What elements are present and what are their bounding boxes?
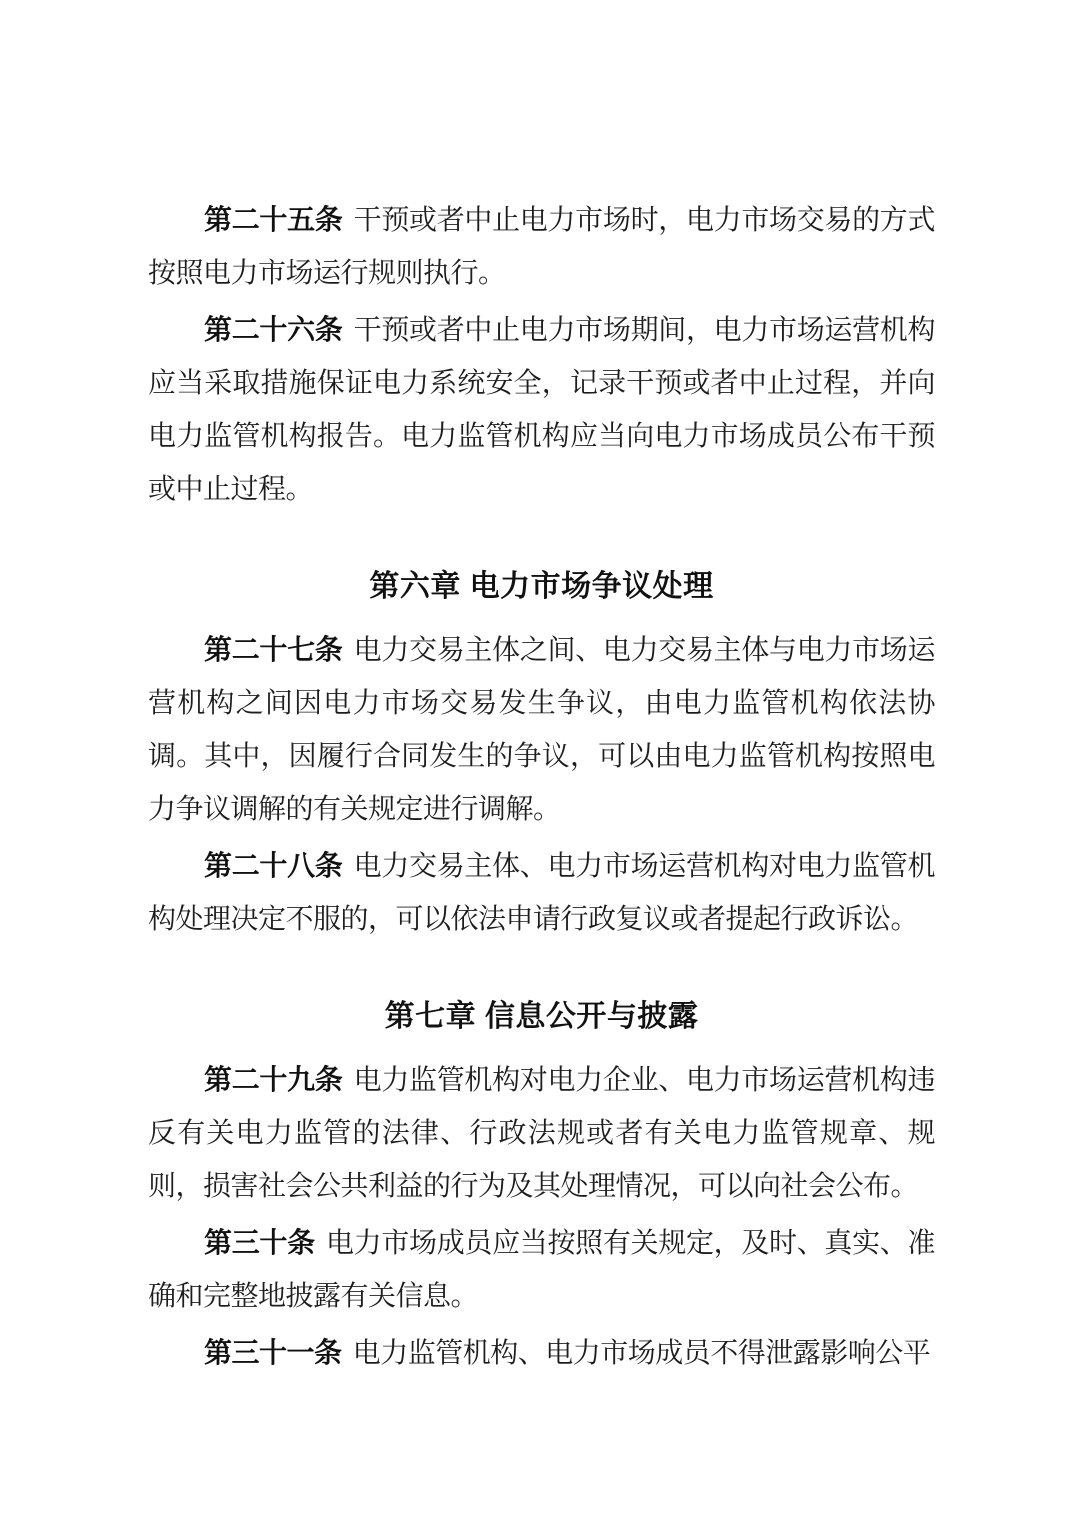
article-paragraph bbox=[148, 1216, 935, 1323]
article-text: 电力交易主体、电力市场运营机构对电力监管机构处理决定不服的，可以依法申请行政复议或者提起行政诉讼。 bbox=[148, 851, 935, 935]
article-number: 第二十七条 bbox=[204, 634, 343, 665]
chapter-heading: 第六章 电力市场争议处理 bbox=[369, 570, 714, 603]
article-paragraph bbox=[148, 303, 935, 516]
article-text: 电力监管机构、电力市场成员不得泄露影响公平 bbox=[352, 1338, 931, 1369]
article-text: 干预或者中止电力市场期间，电力市场运营机构应当采取措施保证电力系统安全，记录干预或者中止过程，并向电力监管机构报告。电力监管机构应当向电力市场成员公布干预或中止过程。 bbox=[148, 315, 935, 505]
article-text: 干预或者中止电力市场时，电力市场交易的方式按照电力市场运行规则执行。 bbox=[148, 205, 935, 289]
article-paragraph bbox=[148, 1053, 935, 1213]
article-paragraph bbox=[148, 1326, 935, 1380]
article-number: 第三十条 bbox=[204, 1227, 315, 1258]
article-paragraph bbox=[148, 839, 935, 946]
article-paragraph bbox=[148, 193, 935, 300]
article-text: 电力监管机构对电力企业、电力市场运营机构违反有关电力监管的法律、行政法规或者有关电力监管规章、规则，损害社会公共利益的行为及其处理情况，可以向社会公布。 bbox=[148, 1065, 935, 1202]
article-number: 第二十八条 bbox=[204, 850, 343, 881]
article-text: 电力市场成员应当按照有关规定，及时、真实、准确和完整地披露有关信息。 bbox=[148, 1228, 935, 1312]
article-paragraph bbox=[148, 623, 935, 836]
article-number: 第二十九条 bbox=[204, 1064, 343, 1095]
chapter-heading: 第七章 信息公开与披露 bbox=[384, 1000, 699, 1033]
article-number: 第二十五条 bbox=[204, 204, 343, 235]
article-text: 电力交易主体之间、电力交易主体与电力市场运营机构之间因电力市场交易发生争议，由电力监管机构依法协调。其中，因履行合同发生的争议，可以由电力监管机构按照电力争议调解的有关规定进行调解。 bbox=[148, 635, 935, 825]
article-number: 第二十六条 bbox=[204, 314, 343, 345]
document-content bbox=[148, 193, 935, 1383]
article-number: 第三十一条 bbox=[204, 1337, 342, 1368]
